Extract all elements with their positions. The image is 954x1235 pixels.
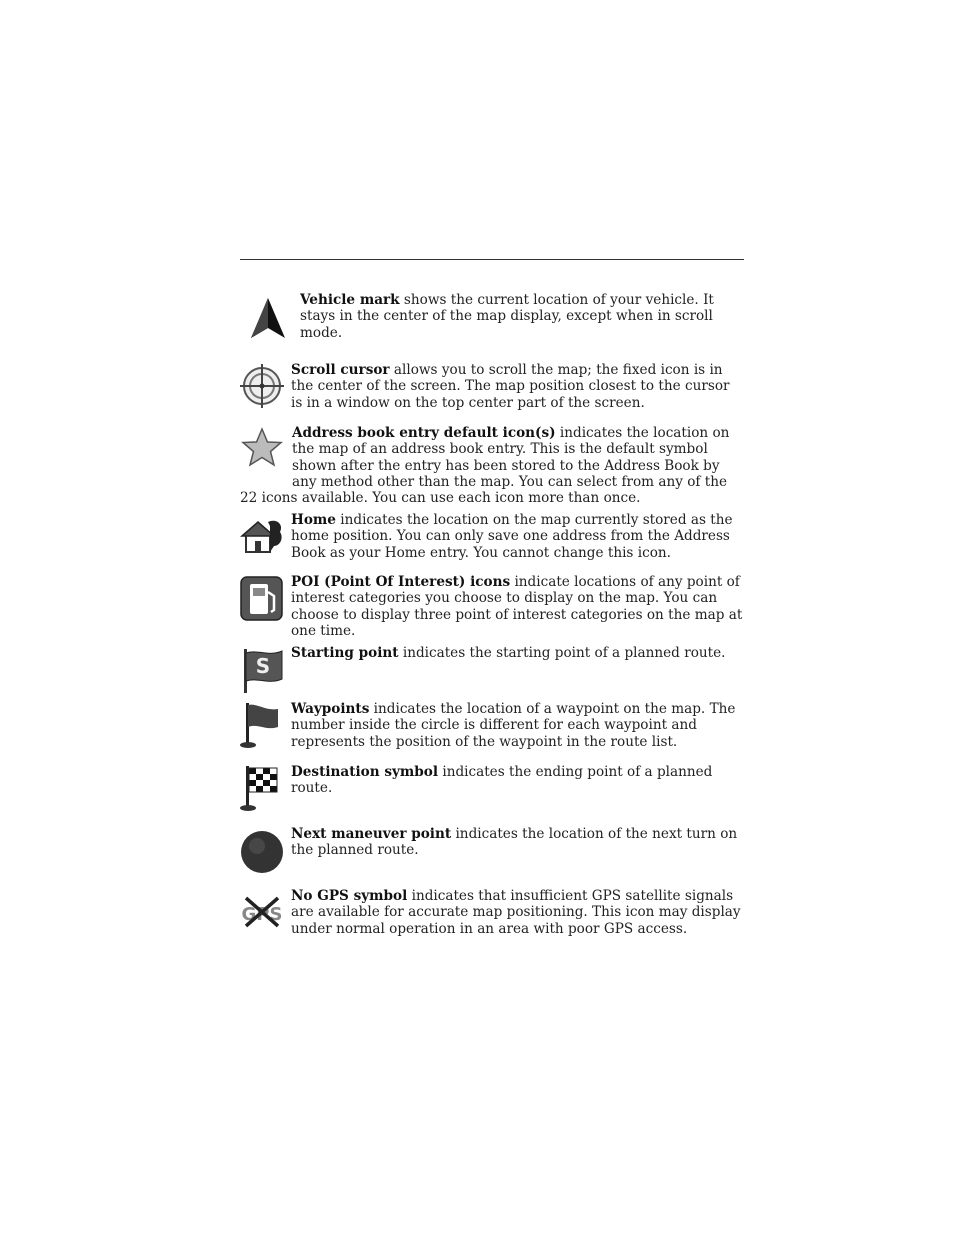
- entry-term: Home: [291, 512, 336, 528]
- entry-desc: indicates the location of a waypoint on the map. The number inside the circle is different for each waypoint and represents the position of the waypoint in the route list.: [291, 701, 736, 750]
- start-flag-icon: [240, 647, 284, 693]
- entry-scroll-cursor: [240, 362, 744, 411]
- vehicle-mark-icon: [248, 296, 288, 342]
- star-icon: [240, 425, 286, 487]
- entry-destination-symbol: [240, 764, 744, 797]
- entry-desc: indicates the location on the map of an address book entry. This is the default symbol shown after the entry has been stored to the Address Book by any method other than the map. You can select from any of the 22 icons available. You can use each icon more than once.: [240, 425, 730, 507]
- entry-term: Destination symbol: [291, 764, 439, 780]
- fuel-pump-icon: [240, 576, 284, 622]
- entry-waypoints: [240, 701, 744, 750]
- waypoint-flag-icon: [240, 701, 284, 749]
- no-gps-icon: [240, 892, 284, 932]
- entry-desc: indicates the starting point of a planned route.: [398, 645, 726, 661]
- entry-term: POI (Point Of Interest) icons: [291, 574, 511, 590]
- maneuver-dot-icon: [240, 828, 284, 874]
- entry-desc: indicate locations of any point of interest categories you choose to display on the map. You can choose to display three point of interest categories on the map at one time.: [291, 574, 743, 639]
- entry-term: Waypoints: [291, 701, 370, 717]
- entry-desc: shows the current location of your vehicle. It stays in the center of the map display, except when in scroll mode.: [300, 292, 714, 341]
- checkered-flag-icon: [240, 764, 284, 812]
- scroll-cursor-icon: [240, 364, 284, 408]
- entry-home: [240, 512, 744, 561]
- entry-term: Starting point: [291, 645, 399, 661]
- entry-desc: indicates the location on the map currently stored as the home position. You can only save one address from the Address Book as your Home entry. You cannot change this icon.: [291, 512, 733, 561]
- entry-address-book-icon: [240, 425, 744, 506]
- entry-term: Address book entry default icon(s): [292, 425, 556, 441]
- start-flag-letter: S: [255, 654, 271, 678]
- home-icon: [240, 516, 284, 556]
- gps-letters: GPS: [241, 904, 283, 925]
- entry-term: Scroll cursor: [291, 362, 390, 378]
- entry-desc: indicates the ending point of a planned route.: [291, 764, 713, 797]
- entry-no-gps-symbol: [240, 888, 744, 937]
- entry-term: Next maneuver point: [291, 826, 452, 842]
- entry-desc: indicates that insufficient GPS satellite signals are available for accurate map positioning. This icon may display under normal operation in an area with poor GPS access.: [291, 888, 741, 937]
- entry-next-maneuver-point: [240, 826, 744, 859]
- entry-desc: indicates the location of the next turn on the planned route.: [291, 826, 738, 859]
- entry-term: Vehicle mark: [300, 292, 400, 308]
- entry-vehicle-mark: [240, 292, 744, 341]
- entry-desc: allows you to scroll the map; the fixed icon is in the center of the screen. The map position closest to the cursor is in a window on the top center part of the screen.: [291, 362, 730, 411]
- entry-starting-point: [240, 645, 744, 678]
- entry-term: No GPS symbol: [291, 888, 408, 904]
- entry-poi-icons: [240, 574, 744, 639]
- header-rule: [240, 259, 744, 260]
